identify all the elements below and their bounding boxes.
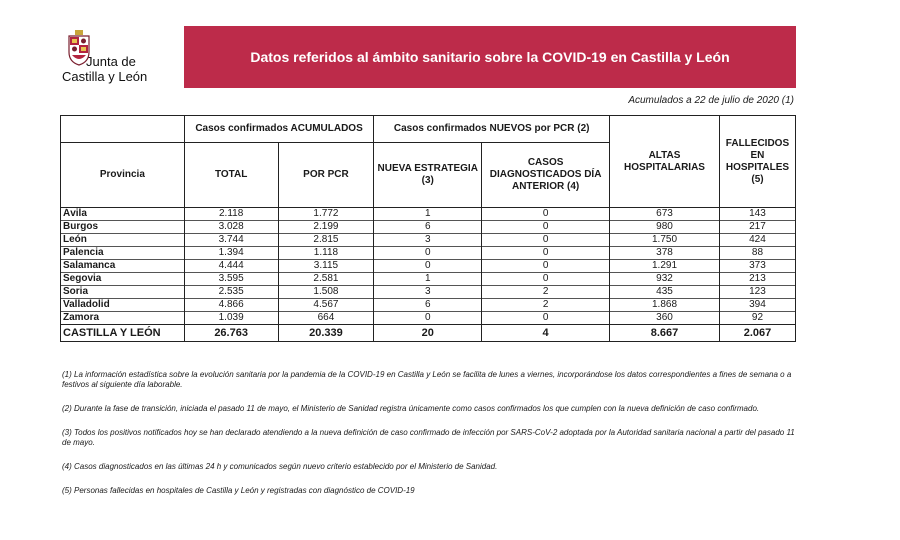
- date-note: Acumulados a 22 de julio de 2020 (1): [628, 95, 794, 106]
- header-group-nuevos: Casos confirmados NUEVOS por PCR (2): [374, 116, 610, 143]
- total-value-cell: 8.667: [610, 325, 720, 342]
- header-casos-diagnosticados: CASOS DIAGNOSTICADOS DÍA ANTERIOR (4): [482, 143, 610, 208]
- value-cell: 394: [719, 299, 795, 312]
- value-cell: 217: [719, 221, 795, 234]
- value-cell: 0: [482, 221, 610, 234]
- value-cell: 3.028: [184, 221, 278, 234]
- table-body: [61, 208, 796, 342]
- value-cell: 2.815: [278, 234, 374, 247]
- footnote-5: (5) Personas fallecidas en hospitales de Castilla y León y registradas con diagnóstico de COVID-19: [62, 486, 415, 495]
- table-row: [61, 234, 796, 247]
- value-cell: 1.118: [278, 247, 374, 260]
- total-value-cell: 20.339: [278, 325, 374, 342]
- province-cell: Valladolid: [61, 299, 185, 312]
- value-cell: 0: [482, 234, 610, 247]
- value-cell: 2.581: [278, 273, 374, 286]
- value-cell: 2: [482, 299, 610, 312]
- value-cell: 143: [719, 208, 795, 221]
- footnote-1: (1) La información estadística sobre la evolución sanitaria por la pandemia de la COVID-19 en Castilla y León se facilita de lunes a viernes, incorporándose los datos correspondientes a fines de semana o a festivos al siguiente día laborable.: [62, 370, 792, 389]
- value-cell: 88: [719, 247, 795, 260]
- logo-line1: Junta de: [86, 54, 136, 69]
- table-row: [61, 299, 796, 312]
- value-cell: 4.444: [184, 260, 278, 273]
- table-row: [61, 260, 796, 273]
- value-cell: 1.868: [610, 299, 720, 312]
- value-cell: 0: [482, 260, 610, 273]
- header-total: TOTAL: [184, 143, 278, 208]
- table-row: [61, 273, 796, 286]
- value-cell: 213: [719, 273, 795, 286]
- value-cell: 0: [482, 208, 610, 221]
- value-cell: 435: [610, 286, 720, 299]
- footnote-4: (4) Casos diagnosticados en las últimas 24 h y comunicados según nuevo criterio establecido por el Ministerio de Sanidad.: [62, 462, 498, 471]
- value-cell: 4.866: [184, 299, 278, 312]
- value-cell: 3.744: [184, 234, 278, 247]
- table-row: [61, 221, 796, 234]
- table-row: [61, 286, 796, 299]
- footnote-3: (3) Todos los positivos notificados hoy se han declarado atendiendo a la nueva definición de caso confirmado de infección por SARS-CoV-2 adoptada por la Autoridad sanitaria nacional a partir del pasado 11 de mayo.: [62, 428, 795, 447]
- total-value-cell: 4: [482, 325, 610, 342]
- value-cell: 3: [374, 286, 482, 299]
- total-value-cell: 2.067: [719, 325, 795, 342]
- total-row: [61, 325, 796, 342]
- value-cell: 2: [482, 286, 610, 299]
- value-cell: 6: [374, 299, 482, 312]
- banner-title: Datos referidos al ámbito sanitario sobre la COVID-19 en Castilla y León: [250, 49, 730, 65]
- header-altas: ALTAS HOSPITALARIAS: [610, 116, 720, 208]
- province-cell: Segovia: [61, 273, 185, 286]
- table-row: [61, 247, 796, 260]
- value-cell: 424: [719, 234, 795, 247]
- value-cell: 932: [610, 273, 720, 286]
- province-cell: Soria: [61, 286, 185, 299]
- title-banner: [184, 26, 796, 88]
- value-cell: 2.535: [184, 286, 278, 299]
- value-cell: 2.199: [278, 221, 374, 234]
- total-value-cell: 26.763: [184, 325, 278, 342]
- province-cell: León: [61, 234, 185, 247]
- value-cell: 3: [374, 234, 482, 247]
- value-cell: 1: [374, 273, 482, 286]
- value-cell: 0: [374, 260, 482, 273]
- value-cell: 6: [374, 221, 482, 234]
- header-por-pcr: POR PCR: [278, 143, 374, 208]
- value-cell: 3.595: [184, 273, 278, 286]
- value-cell: 373: [719, 260, 795, 273]
- header-fallecidos: FALLECIDOS EN HOSPITALES (5): [719, 116, 795, 208]
- value-cell: 1.291: [610, 260, 720, 273]
- value-cell: 664: [278, 312, 374, 325]
- header-group-acumulados: Casos confirmados ACUMULADOS: [184, 116, 374, 143]
- table-row: [61, 312, 796, 325]
- value-cell: 360: [610, 312, 720, 325]
- value-cell: 1.039: [184, 312, 278, 325]
- header-provincia: Provincia: [61, 143, 185, 208]
- value-cell: 673: [610, 208, 720, 221]
- header-nueva-estrategia: NUEVA ESTRATEGIA (3): [374, 143, 482, 208]
- value-cell: 0: [374, 312, 482, 325]
- value-cell: 1.772: [278, 208, 374, 221]
- table-row: [61, 208, 796, 221]
- logo-text: [62, 54, 147, 84]
- value-cell: 3.115: [278, 260, 374, 273]
- total-value-cell: 20: [374, 325, 482, 342]
- header-blank: [61, 116, 185, 143]
- total-label-cell: CASTILLA Y LEÓN: [61, 325, 185, 342]
- value-cell: 1.508: [278, 286, 374, 299]
- footnotes: [62, 370, 797, 510]
- value-cell: 980: [610, 221, 720, 234]
- logo-line2: Castilla y León: [62, 69, 148, 84]
- value-cell: 1.394: [184, 247, 278, 260]
- value-cell: 0: [374, 247, 482, 260]
- footnote-2: (2) Durante la fase de transición, iniciada el pasado 11 de mayo, el Ministerio de Sanidad registra únicamente como casos confirmados los que cumplen con la nueva definición de caso confirmado.: [62, 404, 760, 413]
- value-cell: 0: [482, 312, 610, 325]
- covid-table: [60, 115, 796, 342]
- value-cell: 123: [719, 286, 795, 299]
- province-cell: Palencia: [61, 247, 185, 260]
- value-cell: 92: [719, 312, 795, 325]
- province-cell: Zamora: [61, 312, 185, 325]
- junta-logo: [62, 30, 172, 90]
- province-cell: Ávila: [61, 208, 185, 221]
- value-cell: 0: [482, 273, 610, 286]
- value-cell: 4.567: [278, 299, 374, 312]
- value-cell: 1: [374, 208, 482, 221]
- province-cell: Burgos: [61, 221, 185, 234]
- value-cell: 0: [482, 247, 610, 260]
- value-cell: 378: [610, 247, 720, 260]
- value-cell: 1.750: [610, 234, 720, 247]
- province-cell: Salamanca: [61, 260, 185, 273]
- value-cell: 2.118: [184, 208, 278, 221]
